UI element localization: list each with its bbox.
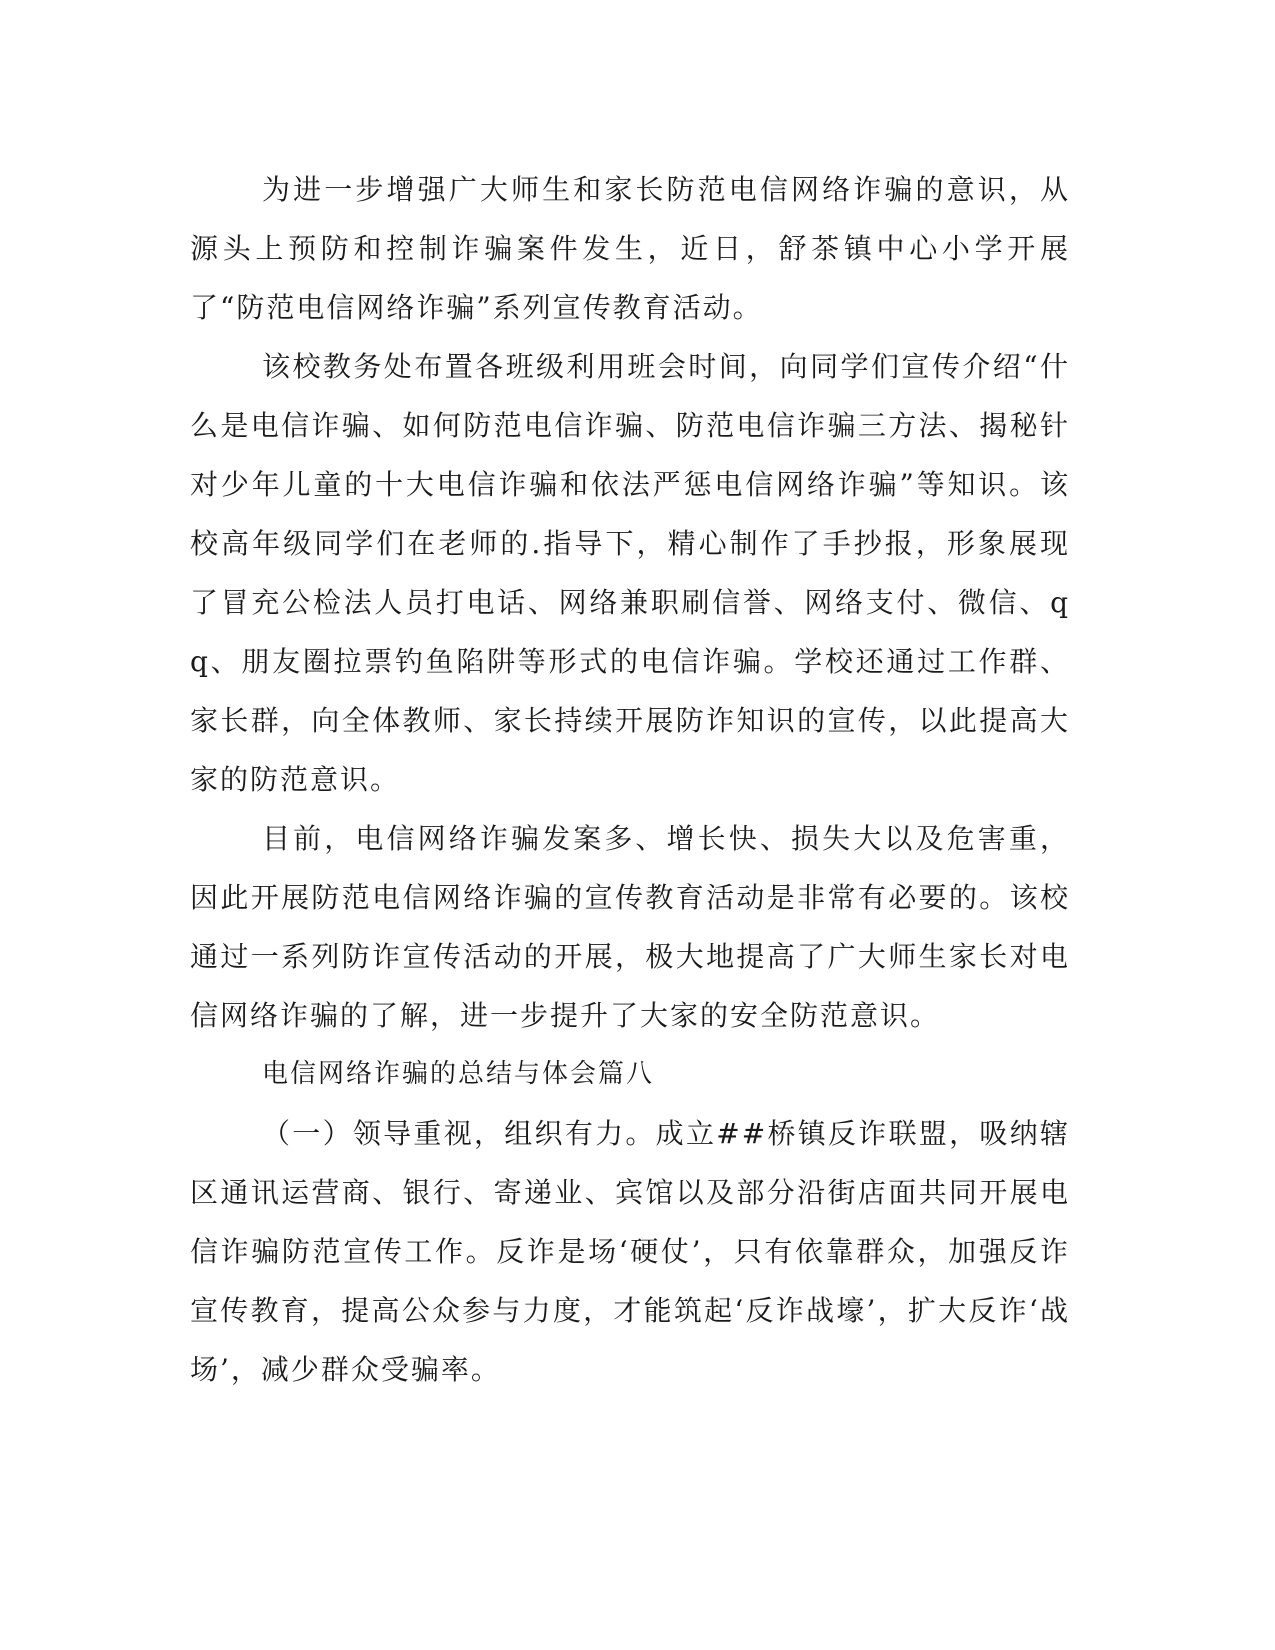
paragraph-conclusion: 目前，电信网络诈骗发案多、增长快、损失大以及危害重，因此开展防范电信网络诈骗的宣传教育活动是非常有必要的。该校通过一系列防诈宣传活动的开展，极大地提高了广大师生家长对电信网络诈骗的了解，进一步提升了大家的安全防范意识。	[190, 822, 1070, 1032]
section-heading: 电信网络诈骗的总结与体会篇八	[262, 1059, 655, 1089]
paragraph-section-one: （一）领导重视，组织有力。成立##桥镇反诈联盟，吸纳辖区通讯运营商、银行、寄递业、宾馆以及部分沿街店面共同开展电信诈骗防范宣传工作。反诈是场‘硬仗’，只有依靠群众，加强反诈宣传教育，提高公众参与力度，才能筑起‘反诈战壕’，扩大反诈‘战场’，减少群众受骗率。	[190, 1117, 1070, 1386]
paragraph-intro: 为进一步增强广大师生和家长防范电信网络诈骗的意识，从源头上预防和控制诈骗案件发生，近日，舒茶镇中心小学开展了“防范电信网络诈骗”系列宣传教育活动。	[190, 173, 1070, 324]
document-body	[190, 160, 1070, 1399]
paragraph-activities: 该校教务处布置各班级利用班会时间，向同学们宣传介绍“什么是电信诈骗、如何防范电信诈骗、防范电信诈骗三方法、揭秘针对少年儿童的十大电信诈骗和依法严惩电信网络诈骗”等知识。该校高年级同学们在老师的.指导下，精心制作了手抄报，形象展现了冒充公检法人员打电话、网络兼职刷信誉、网络支付、微信、qq、朋友圈拉票钓鱼陷阱等形式的电信诈骗。学校还通过工作群、家长群，向全体教师、家长持续开展防诈知识的宣传，以此提高大家的防范意识。	[190, 350, 1070, 796]
